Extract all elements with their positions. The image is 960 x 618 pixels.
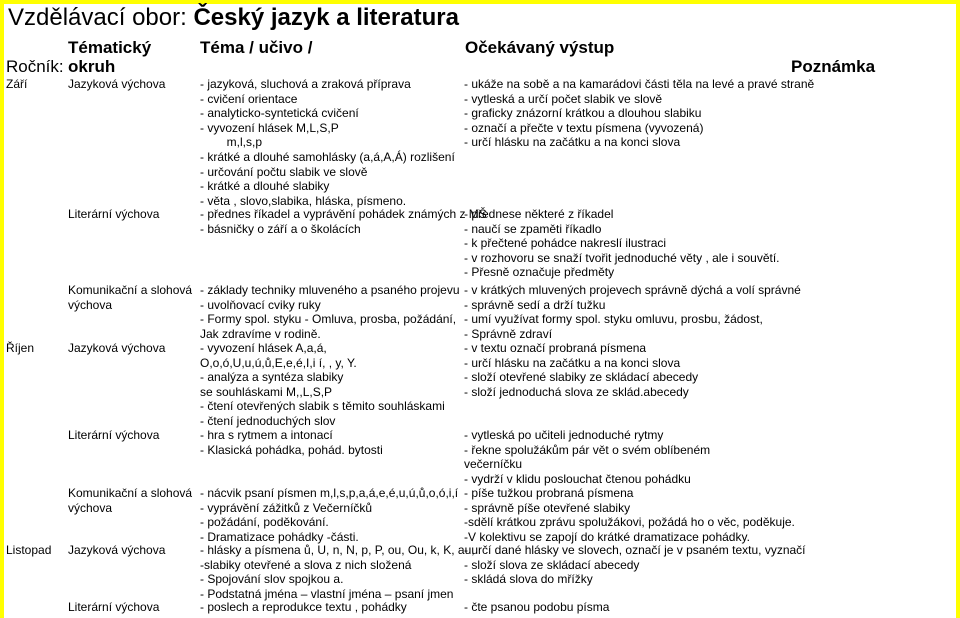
- curriculum-items-line: O,o,ó,U,u,ú,ů,E,e,é,I,i í, , y, Y.: [200, 355, 357, 370]
- expected-outcomes-line: - v textu označí probraná písmena: [464, 341, 647, 355]
- header-rocnik: Ročník:: [6, 57, 64, 76]
- curriculum-items-line: - analyticko-syntetická cvičení: [200, 106, 359, 121]
- curriculum-items-line: - čtení jednoduchých slov: [200, 413, 336, 428]
- curriculum-items-line: - Klasická pohádka, pohád. bytosti: [200, 442, 383, 457]
- expected-outcomes-line: - ukáže na sobě a na kamarádovi části těla na levé a pravé straně: [464, 77, 815, 91]
- expected-outcomes-line: - složí slova ze skládací abecedy: [464, 557, 640, 572]
- expected-outcomes-line: -V kolektivu se zapojí do krátké dramatizace pohádky.: [464, 529, 750, 544]
- thematic-area-line: Komunikační a slohová: [68, 283, 193, 297]
- page-title: [8, 3, 459, 33]
- thematic-area: [68, 486, 192, 515]
- curriculum-items-line: - cvičení orientace: [200, 91, 298, 106]
- expected-outcomes-line: -sdělí krátkou zprávu spolužákovi, požádá ho o věc, poděkuje.: [464, 515, 795, 530]
- curriculum-items-line: m,l,s,p: [200, 135, 263, 150]
- expected-outcomes-line: - vydrží v klidu poslouchat čtenou pohádku: [464, 471, 691, 486]
- curriculum-items: [200, 341, 445, 429]
- expected-outcomes-line: - vytleská a určí počet slabik ve slově: [464, 91, 663, 106]
- curriculum-items-line: - vyvození hlásek A,a,á,: [200, 341, 327, 355]
- curriculum-items-line: - vyprávění zážitků z Večerníčků: [200, 500, 373, 515]
- header-okruh: okruh: [68, 57, 116, 76]
- thematic-area-line: výchova: [68, 500, 113, 515]
- expected-outcomes-line: - graficky znázorní krátkou a dlouhou slabiku: [464, 106, 702, 121]
- title-prefix: Vzdělávací obor:: [8, 4, 194, 31]
- curriculum-items-line: - básničky o září a o školácích: [200, 221, 361, 236]
- curriculum-items-line: - analýza a syntéza slabiky: [200, 370, 344, 385]
- expected-outcomes-line: - určí dané hlásky ve slovech, označí je v psaném textu, vyznačí: [464, 543, 806, 557]
- curriculum-items: [200, 486, 458, 544]
- curriculum-items-line: -slabiky otevřené a slova z nich složená: [200, 557, 412, 572]
- curriculum-items-line: - poslech a reprodukce textu , pohádky: [200, 600, 407, 614]
- expected-outcomes-line: - čte psanou podobu písma: [464, 600, 610, 614]
- curriculum-items-line: - uvolňovací cviky ruky: [200, 297, 321, 312]
- curriculum-items-line: - vyvození hlásek M,L,S,P: [200, 120, 339, 135]
- curriculum-items-line: - krátké a dlouhé slabiky: [200, 179, 330, 194]
- curriculum-items-line: - věta , slovo,slabika, hláska, písmeno.: [200, 193, 407, 208]
- expected-outcomes-line: - správně sedí a drží tužku: [464, 297, 606, 312]
- header-tema: Téma / učivo /: [200, 38, 313, 57]
- curriculum-items: [200, 77, 455, 208]
- month-label: Říjen: [6, 341, 35, 355]
- curriculum-items: [200, 207, 487, 236]
- expected-outcomes: [464, 486, 795, 544]
- curriculum-items-line: - čtení otevřených slabik s těmito souhláskami: [200, 399, 445, 414]
- expected-outcomes-line: - umí využívat formy spol. styku omluvu, prosbu, žádost,: [464, 312, 763, 327]
- expected-outcomes-line: - v rozhovoru se snaží tvořit jednoduché věty , ale i souvětí.: [464, 250, 780, 265]
- thematic-area-line: Komunikační a slohová: [68, 486, 193, 500]
- expected-outcomes-line: - určí hlásku na začátku a na konci slova: [464, 355, 681, 370]
- curriculum-items-line: - přednes říkadel a vyprávění pohádek známých z MŠ: [200, 207, 487, 221]
- thematic-area-line: Literární výchova: [68, 207, 160, 221]
- curriculum-items-line: - požádání, poděkování.: [200, 515, 329, 530]
- month-label: Září: [6, 77, 28, 91]
- header-poznamka: Poznámka: [791, 57, 876, 76]
- curriculum-items: [200, 428, 383, 457]
- expected-outcomes: [464, 600, 609, 615]
- expected-outcomes-line: - přednese některé z říkadel: [464, 207, 614, 221]
- expected-outcomes-line: večerníčku: [464, 457, 523, 472]
- expected-outcomes-line: - vytleská po učiteli jednoduché rytmy: [464, 428, 664, 442]
- curriculum-items-line: - základy techniky mluveného a psaného projevu: [200, 283, 460, 297]
- expected-outcomes-line: - píše tužkou probraná písmena: [464, 486, 634, 500]
- curriculum-items-line: - Formy spol. styku - Omluva, prosba, požádání,: [200, 312, 457, 327]
- expected-outcomes-line: - Přesně označuje předměty: [464, 265, 615, 280]
- curriculum-items: [200, 543, 475, 601]
- curriculum-items-line: - Spojování slov spojkou a.: [200, 572, 344, 587]
- header-vystup: Očekávaný výstup: [465, 38, 615, 57]
- expected-outcomes-line: - správně píše otevřené slabiky: [464, 500, 631, 515]
- expected-outcomes: [464, 428, 710, 486]
- thematic-area: [68, 341, 165, 356]
- expected-outcomes: [464, 341, 698, 399]
- expected-outcomes-line: - určí hlásku na začátku a na konci slova: [464, 135, 681, 150]
- curriculum-items-line: - jazyková, sluchová a zraková příprava: [200, 77, 411, 91]
- expected-outcomes-line: - skládá slova do mřížky: [464, 572, 593, 587]
- thematic-area-line: Literární výchova: [68, 600, 160, 614]
- expected-outcomes-line: - složí otevřené slabiky ze skládací abecedy: [464, 370, 699, 385]
- thematic-area-line: Literární výchova: [68, 428, 160, 442]
- thematic-area: [68, 77, 165, 92]
- curriculum-items-line: - krátké a dlouhé samohlásky (a,á,A,Á) rozlišení: [200, 149, 455, 164]
- curriculum-items-line: Jak zdravíme v rodině.: [200, 326, 321, 341]
- thematic-area: [68, 207, 159, 222]
- thematic-area-line: Jazyková výchova: [68, 341, 166, 355]
- thematic-area-line: Jazyková výchova: [68, 77, 166, 91]
- expected-outcomes-line: - označí a přečte v textu písmena (vyvozená): [464, 120, 704, 135]
- thematic-area-line: Jazyková výchova: [68, 543, 166, 557]
- curriculum-items: [200, 283, 460, 341]
- curriculum-items-line: - Podstatná jména – vlastní jména – psaní jmen: [200, 586, 454, 601]
- thematic-area: [68, 600, 159, 615]
- expected-outcomes-line: - složí jednoduchá slova ze sklád.abecedy: [464, 384, 689, 399]
- expected-outcomes-line: - naučí se zpaměti říkadlo: [464, 221, 602, 236]
- thematic-area: [68, 543, 165, 558]
- month-label: Listopad: [6, 543, 52, 557]
- curriculum-items-line: - nácvik psaní písmen m,l,s,p,a,á,e,é,u,ú,ů,o,ó,i,í: [200, 486, 459, 500]
- expected-outcomes: [464, 207, 780, 280]
- curriculum-items-line: - Dramatizace pohádky -části.: [200, 529, 359, 544]
- expected-outcomes-line: - řekne spolužákům pár vět o svém oblíbeném: [464, 442, 711, 457]
- expected-outcomes-line: - Správně zdraví: [464, 326, 553, 341]
- expected-outcomes-line: - v krátkých mluvených projevech správně dýchá a volí správné: [464, 283, 801, 297]
- expected-outcomes: [464, 77, 814, 150]
- curriculum-items-line: - určování počtu slabik ve slově: [200, 164, 368, 179]
- thematic-area-line: výchova: [68, 297, 113, 312]
- expected-outcomes-line: - k přečtené pohádce nakreslí ilustraci: [464, 236, 667, 251]
- thematic-area: [68, 428, 159, 443]
- curriculum-items-line: - hlásky a písmena ů, U, n, N, p, P, ou, Ou, k, K, au,: [200, 543, 475, 557]
- expected-outcomes: [464, 283, 801, 341]
- thematic-area: [68, 283, 192, 312]
- title-subject: Český jazyk a literatura: [193, 4, 459, 31]
- expected-outcomes: [464, 543, 806, 587]
- curriculum-items-line: se souhláskami M,,L,S,P: [200, 384, 333, 399]
- header-tematicky: Tématický: [68, 38, 152, 57]
- curriculum-items: [200, 600, 407, 615]
- curriculum-items-line: - hra s rytmem a intonací: [200, 428, 333, 442]
